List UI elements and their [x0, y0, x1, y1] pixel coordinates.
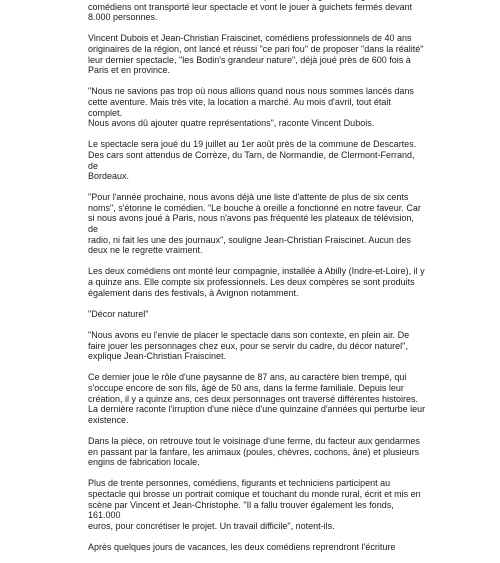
- paragraph-company: Les deux comédiens ont monté leur compagnie, installée à Abilly (Indre-et-Loire), il y a quinze ans. Elle compte six professionnels. Les deux compères se sont produits également dans des festivals, à Avignon notamment.: [88, 266, 425, 298]
- paragraph-waiting-list: "Pour l'année prochaine, nous avons déjà une liste d'attente de plus de six cents noms", s'étonne le comédien. "Le bouche à oreille a fonctionné en notre faveur. Car si nous avons joué à Paris, nous n'avons pas fréquenté les plateaux de télévision, de radio, ni fait les une des journaux", souligne Jean-Christian Fraiscinet. Aucun des deux ne le regrette vraiment.: [88, 192, 421, 256]
- paragraph-farm: Dans la pièce, on retrouve tout le voisinage d'une ferme, du facteur aux gendarmes en passant par la fanfare, les animaux (poules, chèvres, cochons, âne) et plusieurs engins de fabrication locale.: [88, 435, 420, 468]
- paragraph-comedians: Vincent Dubois et Jean-Christian Fraiscinet, comédiens professionnels de 40 ans originaires de la région, ont lancé et réussi "ce pari fou" de proposer "dans la réalité" leur dernier spectacle, "les Bodin's grandeur nature", déjà joué près de 600 fois à Paris et en province.: [88, 33, 424, 76]
- article-body: [88, 0, 426, 563]
- paragraph-dates: Le spectacle sera joué du 19 juillet au 1er août près de la commune de Descartes. Des cars sont attendus de Corrèze, du Tarn, de Normandie, de Clermont-Ferrand, de Bordeaux.: [88, 139, 417, 182]
- section-heading: "Décor naturel": [88, 308, 149, 319]
- paragraph-closing: Après quelques jours de vacances, les deux comédiens reprendront l'écriture: [88, 541, 396, 552]
- paragraph-intro: comédiens ont transporté leur spectacle et vont le jouer à guichets fermés devant 8.000 personnes.: [88, 1, 413, 23]
- paragraph-crew: Plus de trente personnes, comédiens, figurants et techniciens participent au spectacle qui brosse un portrait comique et touchant du monde rural, écrit et mis en scène par Vincent et Jean-Christophe. "Il a fallu trouver également les fonds, 161.000 euros, pour concrétiser le projet. Un travail difficile", notent-ils.: [88, 478, 421, 531]
- paragraph-characters: Ce dernier joue le rôle d'une paysanne de 87 ans, au caractère bien trempé, qui s'occupe encore de son fils, âgé de 50 ans, dans la ferme familiale. Depuis leur création, il y a quinze ans, ces deux personnages ont traversé différentes histoires. La dernière raconte l'irruption d'une nièce d'une quinzaine d'années qui perturbe leur existence.: [88, 372, 426, 425]
- paragraph-quote-adventure: "Nous ne savions pas trop où nous allions quand nous nous sommes lancés dans cette aventure. Mais très vite, la location a marché. Au mois d'avril, tout était complet. Nous avons dû ajouter quatre représentations", raconte Vincent Dubois.: [88, 86, 414, 129]
- paragraph-open-air: "Nous avons eu l'envie de placer le spectacle dans son contexte, en plein air. De faire jouer les personnages chez eux, pour se servir du cadre, du décor naturel", explique Jean-Christian Fraiscinet.: [88, 330, 410, 362]
